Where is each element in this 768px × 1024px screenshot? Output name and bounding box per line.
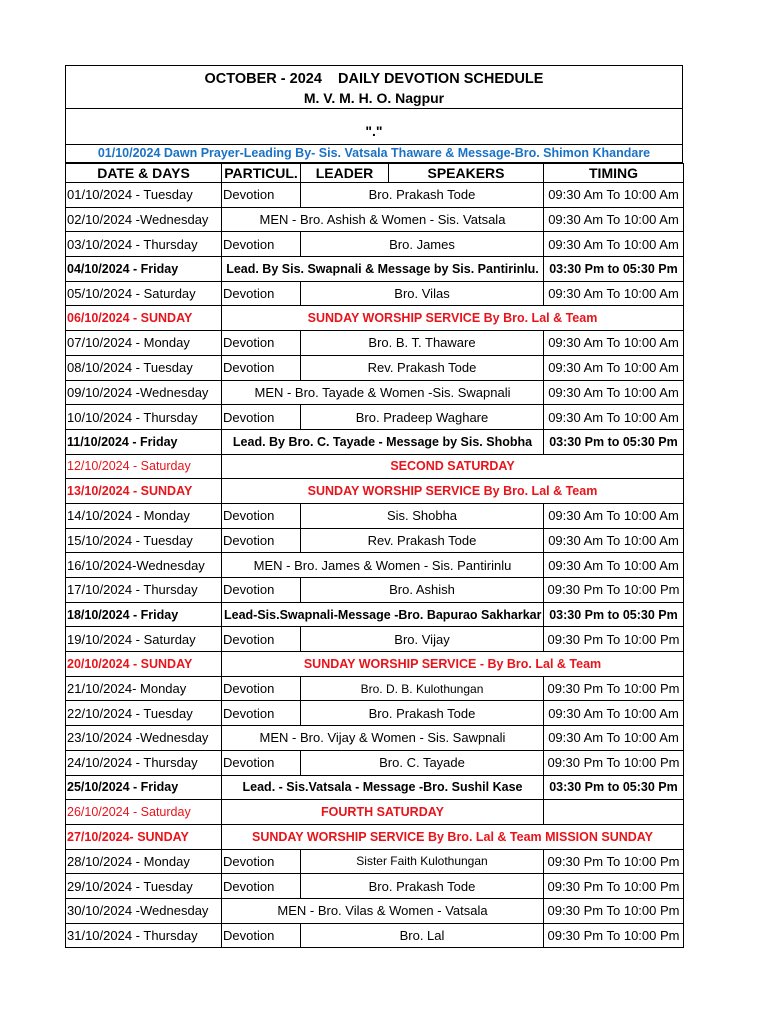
table-row xyxy=(66,355,684,380)
merged-detail-cell: MEN - Bro. Vilas & Women - Vatsala xyxy=(222,898,544,923)
timing-cell: 09:30 Pm To 10:00 Pm xyxy=(544,898,684,923)
table-row xyxy=(66,849,684,874)
particulars-cell: Devotion xyxy=(222,281,301,306)
table-row xyxy=(66,874,684,899)
timing-cell: 09:30 Pm To 10:00 Pm xyxy=(544,627,684,652)
particulars-cell: Devotion xyxy=(222,232,301,257)
table-row xyxy=(66,553,684,578)
timing-cell: 09:30 Am To 10:00 Am xyxy=(544,701,684,726)
date-cell: 07/10/2024 - Monday xyxy=(66,331,222,356)
table-row xyxy=(66,479,684,504)
date-cell: 01/10/2024 - Tuesday xyxy=(66,183,222,208)
timing-cell: 03:30 Pm to 05:30 Pm xyxy=(544,429,684,454)
timing-cell: 09:30 Pm To 10:00 Pm xyxy=(544,750,684,775)
column-header-speakers: SPEAKERS xyxy=(389,164,544,183)
date-cell: 20/10/2024 - SUNDAY xyxy=(66,652,222,677)
particulars-cell: Devotion xyxy=(222,331,301,356)
merged-detail-cell: MEN - Bro. James & Women - Sis. Pantirinlu xyxy=(222,553,544,578)
date-cell: 28/10/2024 - Monday xyxy=(66,849,222,874)
timing-cell: 09:30 Am To 10:00 Am xyxy=(544,405,684,430)
date-cell: 02/10/2024 -Wednesday xyxy=(66,207,222,232)
timing-cell: 09:30 Pm To 10:00 Pm xyxy=(544,874,684,899)
timing-cell: 09:30 Am To 10:00 Am xyxy=(544,380,684,405)
speaker-cell: Bro. Prakash Tode xyxy=(301,183,544,208)
speaker-cell: Bro. Prakash Tode xyxy=(301,874,544,899)
date-cell: 26/10/2024 - Saturday xyxy=(66,800,222,825)
date-cell: 12/10/2024 - Saturday xyxy=(66,454,222,479)
timing-cell: 09:30 Am To 10:00 Am xyxy=(544,207,684,232)
timing-cell: 09:30 Am To 10:00 Am xyxy=(544,183,684,208)
particulars-cell: Devotion xyxy=(222,874,301,899)
speaker-cell: Bro. Ashish xyxy=(301,578,544,603)
date-cell: 21/10/2024- Monday xyxy=(66,676,222,701)
merged-detail-cell: Lead-Sis.Swapnali-Message -Bro. Bapurao Sakharkar xyxy=(222,602,544,627)
date-cell: 27/10/2024- SUNDAY xyxy=(66,824,222,849)
dawn-prayer-note: 01/10/2024 Dawn Prayer-Leading By- Sis. Vatsala Thaware & Message-Bro. Shimon Khandare xyxy=(66,145,682,163)
merged-detail-cell: SUNDAY WORSHIP SERVICE By Bro. Lal & Team xyxy=(222,306,684,331)
speaker-cell: Bro. D. B. Kulothungan xyxy=(301,676,544,701)
merged-detail-cell: MEN - Bro. Ashish & Women - Sis. Vatsala xyxy=(222,207,544,232)
speaker-cell: Bro. Pradeep Waghare xyxy=(301,405,544,430)
particulars-cell: Devotion xyxy=(222,849,301,874)
speaker-cell: Bro. Vijay xyxy=(301,627,544,652)
table-row xyxy=(66,207,684,232)
schedule-banner xyxy=(65,65,683,163)
table-row xyxy=(66,331,684,356)
speaker-cell: Bro. Lal xyxy=(301,923,544,948)
organization-name: M. V. M. H. O. Nagpur xyxy=(66,90,682,109)
table-row xyxy=(66,701,684,726)
column-header-date: DATE & DAYS xyxy=(66,164,222,183)
schedule-table xyxy=(65,163,684,948)
timing-cell: 09:30 Am To 10:00 Am xyxy=(544,726,684,751)
table-row xyxy=(66,232,684,257)
merged-detail-cell: MEN - Bro. Tayade & Women -Sis. Swapnali xyxy=(222,380,544,405)
table-row xyxy=(66,405,684,430)
timing-cell: 09:30 Pm To 10:00 Pm xyxy=(544,578,684,603)
speaker-cell: Bro. James xyxy=(301,232,544,257)
schedule-body xyxy=(66,183,684,948)
table-row xyxy=(66,183,684,208)
date-cell: 05/10/2024 - Saturday xyxy=(66,281,222,306)
timing-cell: 09:30 Pm To 10:00 Pm xyxy=(544,676,684,701)
date-cell: 17/10/2024 - Thursday xyxy=(66,578,222,603)
table-row xyxy=(66,627,684,652)
column-header-particulars: PARTICUL. xyxy=(222,164,301,183)
date-cell: 22/10/2024 - Tuesday xyxy=(66,701,222,726)
particulars-cell: Devotion xyxy=(222,701,301,726)
table-row xyxy=(66,306,684,331)
speaker-cell: Sis. Shobha xyxy=(301,503,544,528)
table-row xyxy=(66,528,684,553)
table-row xyxy=(66,578,684,603)
date-cell: 06/10/2024 - SUNDAY xyxy=(66,306,222,331)
date-cell: 03/10/2024 - Thursday xyxy=(66,232,222,257)
merged-detail-cell: SECOND SATURDAY xyxy=(222,454,684,479)
merged-detail-cell: Lead. By Sis. Swapnali & Message by Sis. Pantirinlu. xyxy=(222,257,544,282)
quote-line: "." xyxy=(66,109,682,145)
date-cell: 15/10/2024 - Tuesday xyxy=(66,528,222,553)
table-row xyxy=(66,923,684,948)
date-cell: 19/10/2024 - Saturday xyxy=(66,627,222,652)
schedule-sheet xyxy=(65,65,683,948)
speaker-cell: Bro. Prakash Tode xyxy=(301,701,544,726)
particulars-cell: Devotion xyxy=(222,627,301,652)
date-cell: 14/10/2024 - Monday xyxy=(66,503,222,528)
particulars-cell: Devotion xyxy=(222,528,301,553)
date-cell: 18/10/2024 - Friday xyxy=(66,602,222,627)
table-row xyxy=(66,454,684,479)
merged-detail-cell: MEN - Bro. Vijay & Women - Sis. Sawpnali xyxy=(222,726,544,751)
table-row xyxy=(66,380,684,405)
timing-cell: 09:30 Am To 10:00 Am xyxy=(544,232,684,257)
particulars-cell: Devotion xyxy=(222,355,301,380)
speaker-cell: Bro. Vilas xyxy=(301,281,544,306)
column-header-leader: LEADER xyxy=(301,164,389,183)
date-cell: 24/10/2024 - Thursday xyxy=(66,750,222,775)
merged-detail-cell: Lead. - Sis.Vatsala - Message -Bro. Sushil Kase xyxy=(222,775,544,800)
speaker-cell: Rev. Prakash Tode xyxy=(301,355,544,380)
date-cell: 09/10/2024 -Wednesday xyxy=(66,380,222,405)
date-cell: 31/10/2024 - Thursday xyxy=(66,923,222,948)
timing-cell: 09:30 Am To 10:00 Am xyxy=(544,503,684,528)
merged-detail-cell: SUNDAY WORSHIP SERVICE By Bro. Lal & Team xyxy=(222,479,684,504)
table-row xyxy=(66,257,684,282)
merged-detail-cell: Lead. By Bro. C. Tayade - Message by Sis. Shobha xyxy=(222,429,544,454)
merged-detail-cell: FOURTH SATURDAY xyxy=(222,800,544,825)
timing-cell: 09:30 Am To 10:00 Am xyxy=(544,528,684,553)
table-row xyxy=(66,503,684,528)
date-cell: 29/10/2024 - Tuesday xyxy=(66,874,222,899)
speaker-cell: Bro. B. T. Thaware xyxy=(301,331,544,356)
merged-detail-cell: SUNDAY WORSHIP SERVICE - By Bro. Lal & Team xyxy=(222,652,684,677)
table-row xyxy=(66,824,684,849)
table-row xyxy=(66,676,684,701)
date-cell: 13/10/2024 - SUNDAY xyxy=(66,479,222,504)
column-header-row xyxy=(66,164,684,183)
particulars-cell: Devotion xyxy=(222,503,301,528)
particulars-cell: Devotion xyxy=(222,750,301,775)
timing-cell: 03:30 Pm to 05:30 Pm xyxy=(544,775,684,800)
date-cell: 23/10/2024 -Wednesday xyxy=(66,726,222,751)
table-row xyxy=(66,898,684,923)
date-cell: 04/10/2024 - Friday xyxy=(66,257,222,282)
date-cell: 10/10/2024 - Thursday xyxy=(66,405,222,430)
page-title: OCTOBER - 2024 DAILY DEVOTION SCHEDULE xyxy=(204,71,544,87)
date-cell: 08/10/2024 - Tuesday xyxy=(66,355,222,380)
date-cell: 25/10/2024 - Friday xyxy=(66,775,222,800)
speaker-cell: Sister Faith Kulothungan xyxy=(301,849,544,874)
merged-detail-cell: SUNDAY WORSHIP SERVICE By Bro. Lal & Team MISSION SUNDAY xyxy=(222,824,684,849)
table-row xyxy=(66,281,684,306)
column-header-timing: TIMING xyxy=(544,164,684,183)
timing-cell xyxy=(544,800,684,825)
date-cell: 11/10/2024 - Friday xyxy=(66,429,222,454)
date-cell: 16/10/2024-Wednesday xyxy=(66,553,222,578)
particulars-cell: Devotion xyxy=(222,578,301,603)
table-row xyxy=(66,750,684,775)
speaker-cell: Rev. Prakash Tode xyxy=(301,528,544,553)
timing-cell: 09:30 Pm To 10:00 Pm xyxy=(544,849,684,874)
timing-cell: 09:30 Pm To 10:00 Pm xyxy=(544,923,684,948)
date-cell: 30/10/2024 -Wednesday xyxy=(66,898,222,923)
table-row xyxy=(66,775,684,800)
particulars-cell: Devotion xyxy=(222,183,301,208)
timing-cell: 09:30 Am To 10:00 Am xyxy=(544,553,684,578)
timing-cell: 03:30 Pm to 05:30 Pm xyxy=(544,602,684,627)
particulars-cell: Devotion xyxy=(222,405,301,430)
table-row xyxy=(66,652,684,677)
speaker-cell: Bro. C. Tayade xyxy=(301,750,544,775)
table-row xyxy=(66,602,684,627)
particulars-cell: Devotion xyxy=(222,676,301,701)
table-row xyxy=(66,726,684,751)
timing-cell: 03:30 Pm to 05:30 Pm xyxy=(544,257,684,282)
table-row xyxy=(66,429,684,454)
timing-cell: 09:30 Am To 10:00 Am xyxy=(544,281,684,306)
timing-cell: 09:30 Am To 10:00 Am xyxy=(544,355,684,380)
table-row xyxy=(66,800,684,825)
timing-cell: 09:30 Am To 10:00 Am xyxy=(544,331,684,356)
particulars-cell: Devotion xyxy=(222,923,301,948)
